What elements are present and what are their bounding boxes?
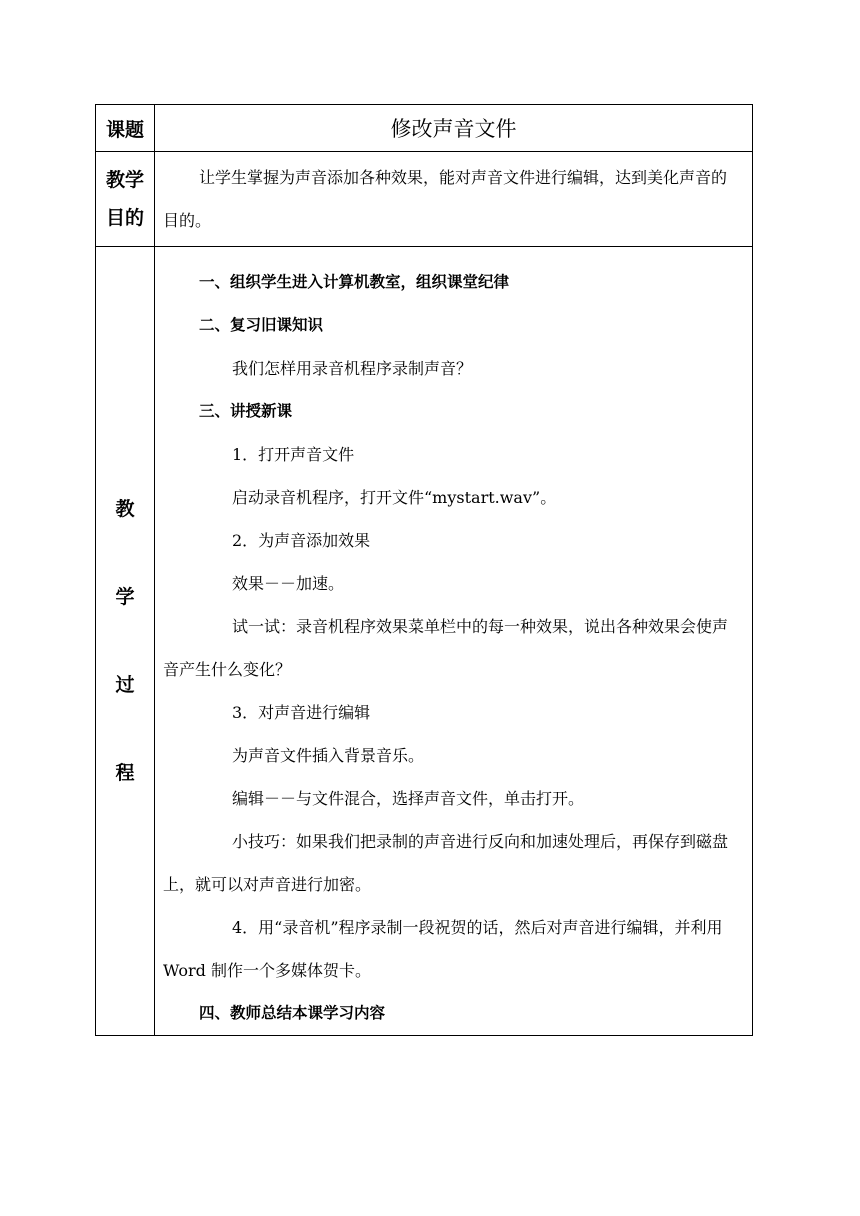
title-row	[96, 105, 753, 152]
goal-text	[155, 152, 753, 247]
goal-label-line-2: 目的	[105, 207, 144, 229]
section-heading-4: 四、教师总结本课学习内容	[199, 1004, 386, 1022]
process-content	[155, 247, 753, 1036]
lesson-title: 修改声音文件	[155, 105, 753, 152]
process-label-char-1: 教	[115, 498, 135, 520]
title-label: 课题	[96, 105, 155, 152]
review-question: 我们怎样用录音机程序录制声音？	[232, 359, 473, 378]
item-2-heading: 2．为声音添加效果	[232, 531, 371, 550]
item-3-heading: 3．对声音进行编辑	[232, 703, 371, 722]
item-4-text: 4．用“录音机”程序录制一段祝贺的话，然后对声音进行编辑，并利用 Word 制作一个多媒体贺卡。	[163, 918, 723, 980]
section-heading-2: 二、复习旧课知识	[199, 316, 324, 334]
item-3-tip: 小技巧：如果我们把录制的声音进行反向和加速处理后，再保存到磁盘上，就可以对声音进行加密。	[163, 832, 729, 894]
goal-label-line-1: 教学	[105, 169, 144, 191]
goal-label	[96, 152, 155, 247]
lesson-plan-table	[95, 104, 753, 1036]
item-1-heading: 1．打开声音文件	[232, 445, 355, 464]
process-label-char-4: 程	[115, 762, 135, 784]
process-label-char-2: 学	[115, 586, 135, 608]
process-label-char-3: 过	[115, 674, 135, 696]
item-2-text: 效果－－加速。	[232, 574, 345, 593]
item-1-text: 启动录音机程序，打开文件“mystart.wav”。	[232, 488, 557, 507]
goal-paragraph: 让学生掌握为声音添加各种效果，能对声音文件进行编辑，达到美化声音的目的。	[163, 168, 728, 230]
section-heading-1: 一、组织学生进入计算机教室，组织课堂纪律	[199, 273, 510, 291]
goal-row	[96, 152, 753, 247]
item-3-text-1: 为声音文件插入背景音乐。	[232, 746, 425, 765]
process-row	[96, 247, 753, 1036]
section-heading-3: 三、讲授新课	[199, 402, 293, 420]
item-2-try: 试一试：录音机程序效果菜单栏中的每一种效果，说出各种效果会使声音产生什么变化？	[163, 617, 729, 679]
item-3-text-2: 编辑－－与文件混合，选择声音文件，单击打开。	[232, 789, 585, 808]
process-label	[96, 247, 155, 1036]
